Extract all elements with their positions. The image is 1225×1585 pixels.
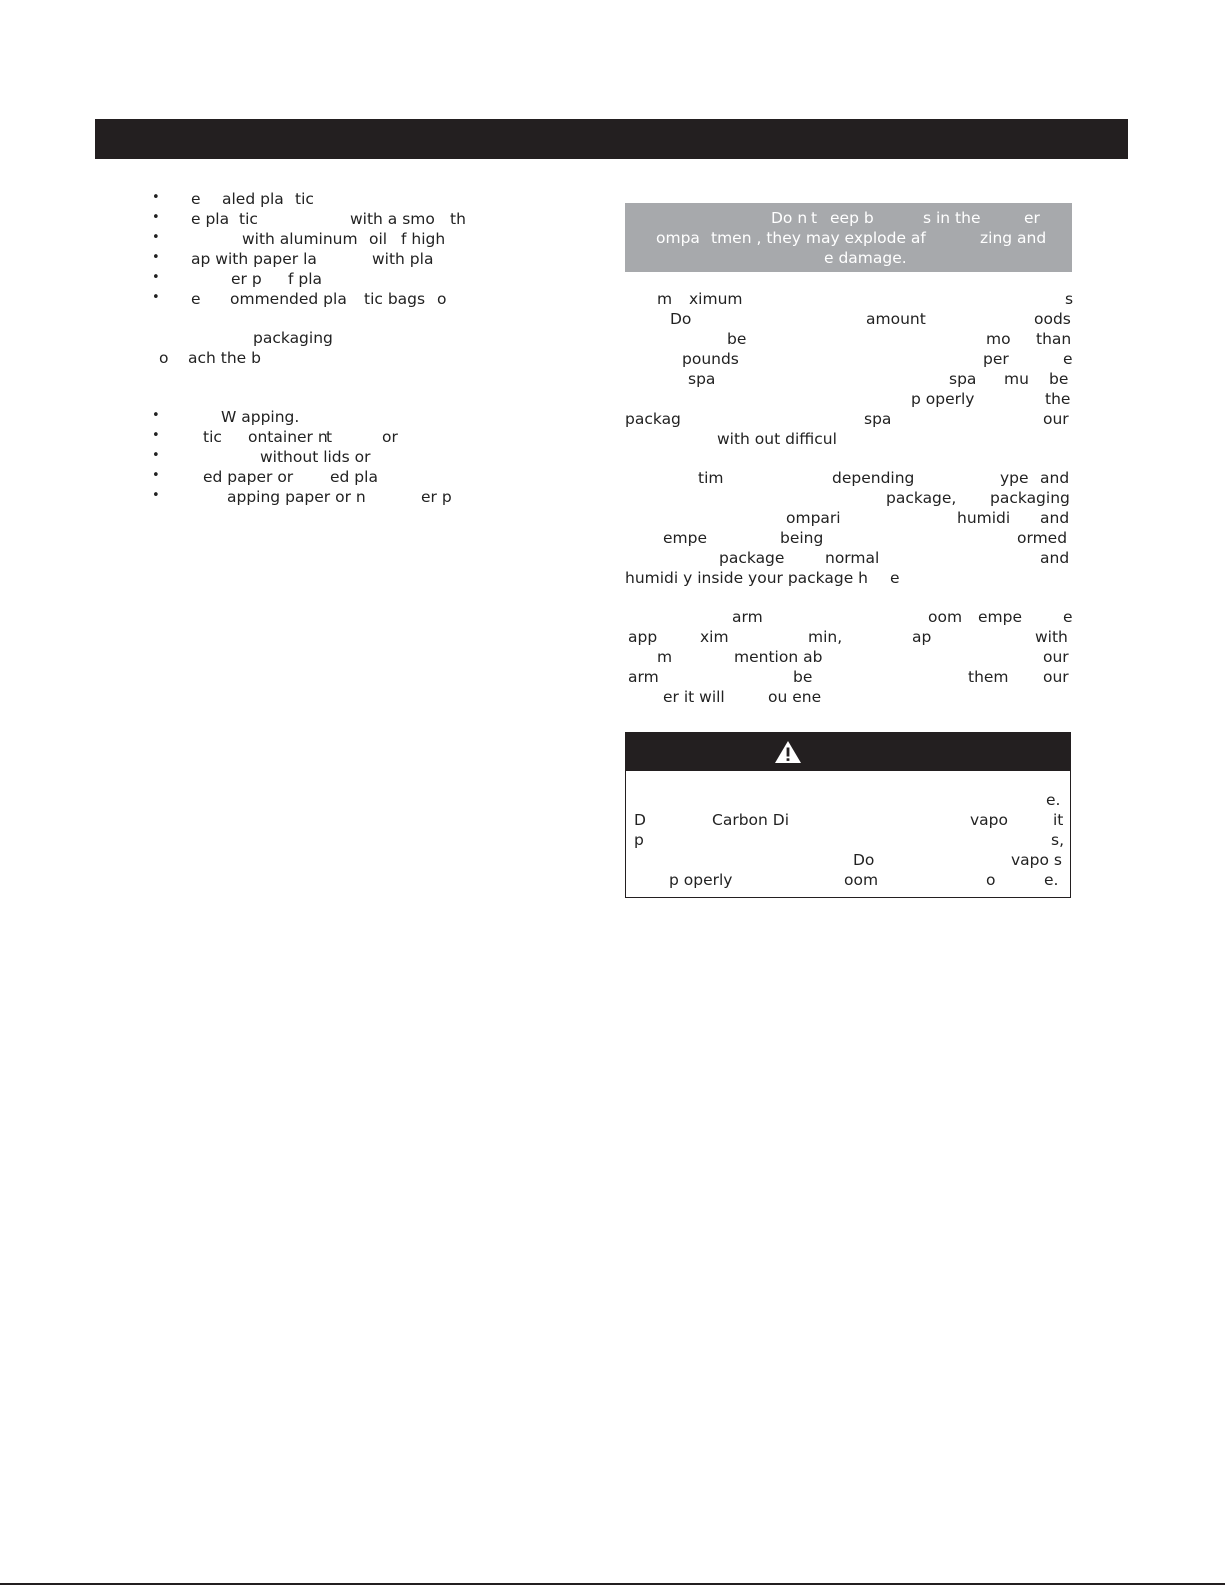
paragraph-line: packaging xyxy=(990,489,1070,507)
paragraph-line: empe xyxy=(663,529,708,547)
paragraph-line: our xyxy=(1043,410,1069,428)
paragraph-line: er it will xyxy=(663,688,725,706)
warning-text: it xyxy=(1053,811,1064,829)
list-item-text: er p xyxy=(231,270,262,288)
paragraph-line: them xyxy=(968,668,1009,686)
paragraph-line: o xyxy=(159,349,169,367)
notice-text: zing and xyxy=(980,229,1047,247)
warning-text: oom xyxy=(844,871,879,889)
paragraph-line: pounds xyxy=(682,350,739,368)
paragraph-line: ximum xyxy=(689,290,743,308)
list-item-text: e xyxy=(191,190,201,208)
paragraph-line: packaging xyxy=(253,329,333,347)
paragraph-line: ap xyxy=(912,628,932,646)
warning-triangle-icon xyxy=(774,740,802,764)
warning-text: s, xyxy=(1051,831,1065,849)
warning-text: vapo xyxy=(970,811,1008,829)
paragraph-line: p operly xyxy=(911,390,975,408)
warning-text: vapo s xyxy=(1011,851,1062,869)
list-item-text: W apping. xyxy=(221,408,300,426)
notice-text: Do n xyxy=(771,209,808,227)
list-item-text: tic bags xyxy=(364,290,426,308)
paragraph-line: mention ab xyxy=(734,648,823,666)
paragraph-line: ou ene xyxy=(768,688,822,706)
paragraph-line: arm xyxy=(628,668,659,686)
list-item-text: with pla xyxy=(372,250,434,268)
list-item-text: oil xyxy=(369,230,388,248)
warning-header xyxy=(626,733,1070,771)
bullet: • xyxy=(152,290,160,305)
bullet: • xyxy=(152,448,160,463)
list-item-text: th xyxy=(450,210,466,228)
list-item-text: ontainer n xyxy=(248,428,328,446)
paragraph-line: the xyxy=(1045,390,1071,408)
list-item-text: with aluminum xyxy=(242,230,358,248)
paragraph-line: our xyxy=(1043,668,1069,686)
paragraph-line: our xyxy=(1043,648,1069,666)
list-item-text: tic xyxy=(239,210,258,228)
notice-text: t xyxy=(811,209,818,227)
paragraph-line: mo xyxy=(986,330,1011,348)
paragraph-line: per xyxy=(983,350,1009,368)
warning-text: p operly xyxy=(669,871,733,889)
list-item-text: ed paper or xyxy=(203,468,294,486)
paragraph-line: ach the b xyxy=(188,349,261,367)
notice-text: ompa xyxy=(656,229,700,247)
paragraph-line: e xyxy=(890,569,900,587)
paragraph-line: spa xyxy=(949,370,977,388)
paragraph-line: Do xyxy=(670,310,692,328)
paragraph-line: package xyxy=(719,549,785,567)
bullet: • xyxy=(152,230,160,245)
list-item-text: f high xyxy=(401,230,446,248)
paragraph-line: app xyxy=(628,628,658,646)
paragraph-line: mu xyxy=(1004,370,1029,388)
warning-text: o xyxy=(986,871,996,889)
bullet: • xyxy=(152,408,160,423)
paragraph-line: than xyxy=(1036,330,1072,348)
paragraph-line: tim xyxy=(698,469,724,487)
bullet: • xyxy=(152,468,160,483)
warning-text: p xyxy=(634,831,644,849)
paragraph-line: be xyxy=(1049,370,1069,388)
paragraph-line: s xyxy=(1065,290,1074,308)
notice-text: eep b xyxy=(830,209,874,227)
paragraph-line: xim xyxy=(700,628,729,646)
paragraph-line: m xyxy=(657,290,673,308)
paragraph-line: humidi xyxy=(957,509,1011,527)
paragraph-line: packag xyxy=(625,410,681,428)
paragraph-line: and xyxy=(1040,469,1070,487)
list-item-text: e xyxy=(191,290,201,308)
paragraph-line: arm xyxy=(732,608,763,626)
paragraph-line: humidi y inside your package h xyxy=(625,569,869,587)
notice-text: e damage. xyxy=(824,249,907,267)
bullet: • xyxy=(152,488,160,503)
paragraph-line: normal xyxy=(825,549,880,567)
warning-text: e. xyxy=(1044,871,1059,889)
list-item-text: t xyxy=(326,428,333,446)
paragraph-line: spa xyxy=(864,410,892,428)
list-item-text: tic xyxy=(203,428,222,446)
paragraph-line: being xyxy=(780,529,824,547)
list-item-text: without lids or xyxy=(260,448,371,466)
paragraph-line: ormed xyxy=(1017,529,1068,547)
paragraph-line: e xyxy=(1063,608,1073,626)
paragraph-line: empe xyxy=(978,608,1023,626)
list-item-text: f pla xyxy=(288,270,323,288)
list-item-text: or xyxy=(382,428,398,446)
notice-text: s in the xyxy=(923,209,981,227)
paragraph-line: min, xyxy=(808,628,843,646)
paragraph-line: and xyxy=(1040,549,1070,567)
list-item-text: with a smo xyxy=(350,210,435,228)
list-item-text: er p xyxy=(421,488,452,506)
paragraph-line: oom xyxy=(928,608,963,626)
list-item-text: aled pla xyxy=(222,190,284,208)
list-item-text: tic xyxy=(295,190,314,208)
bullet: • xyxy=(152,250,160,265)
section-header-bar xyxy=(95,119,1128,159)
warning-text: Carbon Di xyxy=(712,811,790,829)
notice-text: tmen , they may explode af xyxy=(711,229,926,247)
warning-box xyxy=(625,732,1071,898)
list-item-text: e pla xyxy=(191,210,230,228)
bullet: • xyxy=(152,428,160,443)
notice-box xyxy=(625,203,1072,272)
bullet: • xyxy=(152,190,160,205)
paragraph-line: amount xyxy=(866,310,926,328)
paragraph-line: depending xyxy=(832,469,915,487)
paragraph-line: spa xyxy=(688,370,716,388)
paragraph-line: m xyxy=(657,648,673,666)
list-item-text: ommended pla xyxy=(230,290,347,308)
warning-text: D xyxy=(634,811,646,829)
bullet: • xyxy=(152,210,160,225)
list-item-text: o xyxy=(437,290,447,308)
paragraph-line: be xyxy=(727,330,747,348)
warning-text: e. xyxy=(1046,791,1061,809)
list-item-text: apping paper or n xyxy=(227,488,366,506)
paragraph-line: be xyxy=(793,668,813,686)
paragraph-line: package, xyxy=(886,489,957,507)
paragraph-line: with xyxy=(1035,628,1068,646)
paragraph-line: e xyxy=(1063,350,1073,368)
bullet: • xyxy=(152,270,160,285)
list-item-text: ap with paper la xyxy=(191,250,317,268)
paragraph-line: oods xyxy=(1034,310,1071,328)
paragraph-line: ompari xyxy=(786,509,841,527)
paragraph-line: with out difficul xyxy=(717,430,837,448)
notice-text: er xyxy=(1024,209,1040,227)
warning-text: Do xyxy=(853,851,875,869)
paragraph-line: ype xyxy=(1000,469,1029,487)
list-item-text: ed pla xyxy=(330,468,378,486)
paragraph-line: and xyxy=(1040,509,1070,527)
